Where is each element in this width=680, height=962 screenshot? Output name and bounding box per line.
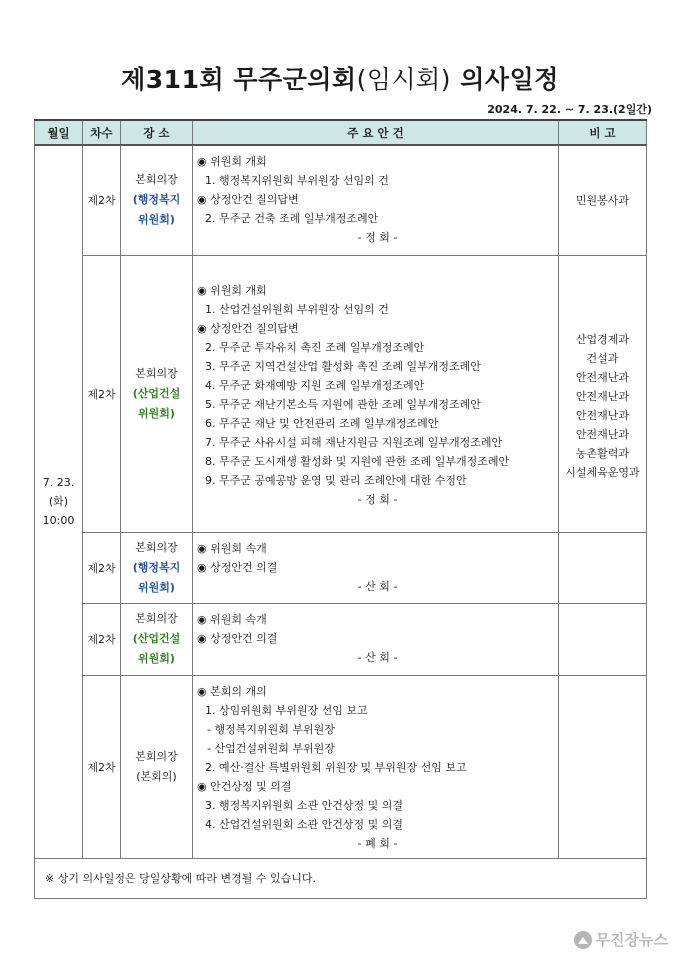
dept-label: 건설과 <box>586 351 619 365</box>
watermark-text: 무진장뉴스 <box>595 931 668 949</box>
committee-line: 위원회) <box>138 580 175 594</box>
items-cell <box>193 603 559 675</box>
place-cell <box>121 145 193 255</box>
date-cell <box>35 145 83 858</box>
agenda-item: 8. 무주군 도시재생 활성화 및 지원에 관한 조례 일부개정조례안 <box>205 454 510 468</box>
place-label: 본회의장 <box>135 612 178 625</box>
place-cell <box>121 675 193 858</box>
remarks-cell <box>559 145 647 255</box>
col-header-date: 월일 <box>35 120 83 145</box>
closing-label: - 폐 회 - <box>357 836 398 850</box>
title-paren: (임시회) <box>356 65 452 94</box>
title-main: 제311회 무주군의회 <box>121 65 357 94</box>
session-cell: 제2차 <box>83 532 121 603</box>
agenda-item: ◉ 상정안건 의결 <box>197 560 278 574</box>
session-cell: 제2차 <box>83 255 121 532</box>
footnote: ※ 상기 의사일정은 당일상황에 따라 변경될 수 있습니다. <box>35 858 647 898</box>
remarks-cell <box>559 675 647 858</box>
session-period: 2024. 7. 22. ~ 7. 23.(2일간) <box>487 103 652 116</box>
agenda-table <box>34 119 647 899</box>
place-cell <box>121 255 193 532</box>
dept-label: 안전재난과 <box>575 427 630 441</box>
committee-label <box>121 384 192 424</box>
session-cell: 제2차 <box>83 145 121 255</box>
agenda-item: ◉ 상정안건 질의답변 <box>197 321 299 335</box>
dept-label: 안전재난과 <box>575 408 630 422</box>
committee-line: (본회의) <box>136 769 177 783</box>
committee-line: 위원회) <box>138 213 175 227</box>
committee-label <box>121 558 192 598</box>
dept-label: 안전재난과 <box>575 389 630 403</box>
agenda-item: 2. 무주군 건축 조례 일부개정조례안 <box>205 212 379 225</box>
items-cell <box>193 255 559 532</box>
remarks-cell <box>559 255 647 532</box>
items-cell <box>193 145 559 255</box>
agenda-item: 9. 무주군 공예공방 운영 및 관리 조례안에 대한 수정안 <box>205 473 467 487</box>
watermark-logo-icon <box>574 931 592 949</box>
remarks-cell <box>559 532 647 603</box>
closing-label: - 산 회 - <box>357 579 398 593</box>
committee-line: (행정복지 <box>132 560 181 574</box>
committee-label <box>121 190 192 230</box>
table-row <box>35 145 647 255</box>
committee-label <box>121 629 192 669</box>
place-label: 본회의장 <box>135 749 178 763</box>
committee-label <box>121 767 192 787</box>
agenda-item: ◉ 위원회 속개 <box>197 612 267 626</box>
agenda-item: 4. 무주군 화재예방 지원 조례 일부개정조례안 <box>205 378 425 392</box>
session-cell: 제2차 <box>83 603 121 675</box>
note-row <box>35 858 647 898</box>
table-row <box>35 675 647 858</box>
table-row <box>35 532 647 603</box>
agenda-item: 4. 산업건설위원회 소관 안건상정 및 의결 <box>205 817 403 831</box>
agenda-item: ◉ 위원회 개회 <box>197 283 267 297</box>
place-label: 본회의장 <box>135 173 178 187</box>
col-header-remarks: 비 고 <box>559 120 647 145</box>
place-cell <box>121 603 193 675</box>
dept-label: 민원봉사과 <box>575 193 630 207</box>
table-row <box>35 603 647 675</box>
agenda-item: 3. 무주군 지역건설산업 활성화 촉진 조례 일부개정조례안 <box>205 359 481 373</box>
watermark <box>574 929 668 950</box>
table-header-row <box>35 120 647 145</box>
table-row <box>35 255 647 532</box>
closing-label: - 정 회 - <box>357 231 398 244</box>
agenda-subitem: - 산업건설위원회 부위원장 <box>207 741 335 755</box>
page-title <box>0 60 680 96</box>
closing-label: - 산 회 - <box>357 650 398 664</box>
agenda-item: 1. 행정복지위원회 부위원장 선임의 건 <box>205 174 389 187</box>
agenda-item: ◉ 안건상정 및 의결 <box>197 779 292 793</box>
agenda-item: 7. 무주군 사유시설 피해 재난지원금 지원조례 일부개정조례안 <box>205 435 503 449</box>
agenda-item: 2. 무주군 투자유치 촉진 조례 일부개정조례안 <box>205 340 425 354</box>
agenda-item: ◉ 상정안건 의결 <box>197 631 278 645</box>
closing-label: - 정 회 - <box>357 492 398 506</box>
col-header-place: 장 소 <box>121 120 193 145</box>
dept-label: 안전재난과 <box>575 370 630 384</box>
agenda-item: 1. 산업건설위원회 부위원장 선임의 건 <box>205 302 389 316</box>
agenda-item: 3. 행정복지위원회 소관 안건상정 및 의결 <box>205 798 403 812</box>
items-cell <box>193 675 559 858</box>
committee-line: 위원회) <box>138 406 175 420</box>
remarks-cell <box>559 603 647 675</box>
committee-line: (산업건설 <box>132 386 181 400</box>
committee-line: 위원회) <box>138 652 175 665</box>
agenda-item: 5. 무주군 재난기본소득 지원에 관한 조례 일부개정조례안 <box>205 397 481 411</box>
agenda-item: ◉ 위원회 속개 <box>197 541 267 555</box>
agenda-item: 2. 예산·결산 특별위원회 위원장 및 부위원장 선임 보고 <box>205 760 467 774</box>
title-end: 의사일정 <box>460 65 559 94</box>
agenda-item: ◉ 본회의 개의 <box>197 684 267 698</box>
items-cell <box>193 532 559 603</box>
committee-line: (산업건설 <box>132 632 181 645</box>
time-line: 10:00 <box>42 514 75 528</box>
date-line: 7. 23. <box>42 476 75 490</box>
agenda-item: 6. 무주군 재난 및 안전관리 조례 일부개정조례안 <box>205 416 439 430</box>
agenda-subitem: - 행정복지위원회 부위원장 <box>207 722 335 736</box>
agenda-item: 1. 상임위원회 부위원장 선임 보고 <box>205 703 368 717</box>
dept-label: 산업경제과 <box>575 332 630 346</box>
weekday-line: (화) <box>48 495 69 509</box>
place-label: 본회의장 <box>135 540 178 554</box>
place-label: 본회의장 <box>135 366 178 380</box>
col-header-session: 차수 <box>83 120 121 145</box>
place-cell <box>121 532 193 603</box>
dept-label: 시설체육운영과 <box>565 465 640 479</box>
col-header-items: 주 요 안 건 <box>193 120 559 145</box>
session-cell: 제2차 <box>83 675 121 858</box>
agenda-item: ◉ 상정안건 질의답변 <box>197 193 299 206</box>
dept-label: 농촌활력과 <box>575 446 630 460</box>
agenda-item: ◉ 위원회 개회 <box>197 155 267 168</box>
committee-line: (행정복지 <box>132 193 181 207</box>
